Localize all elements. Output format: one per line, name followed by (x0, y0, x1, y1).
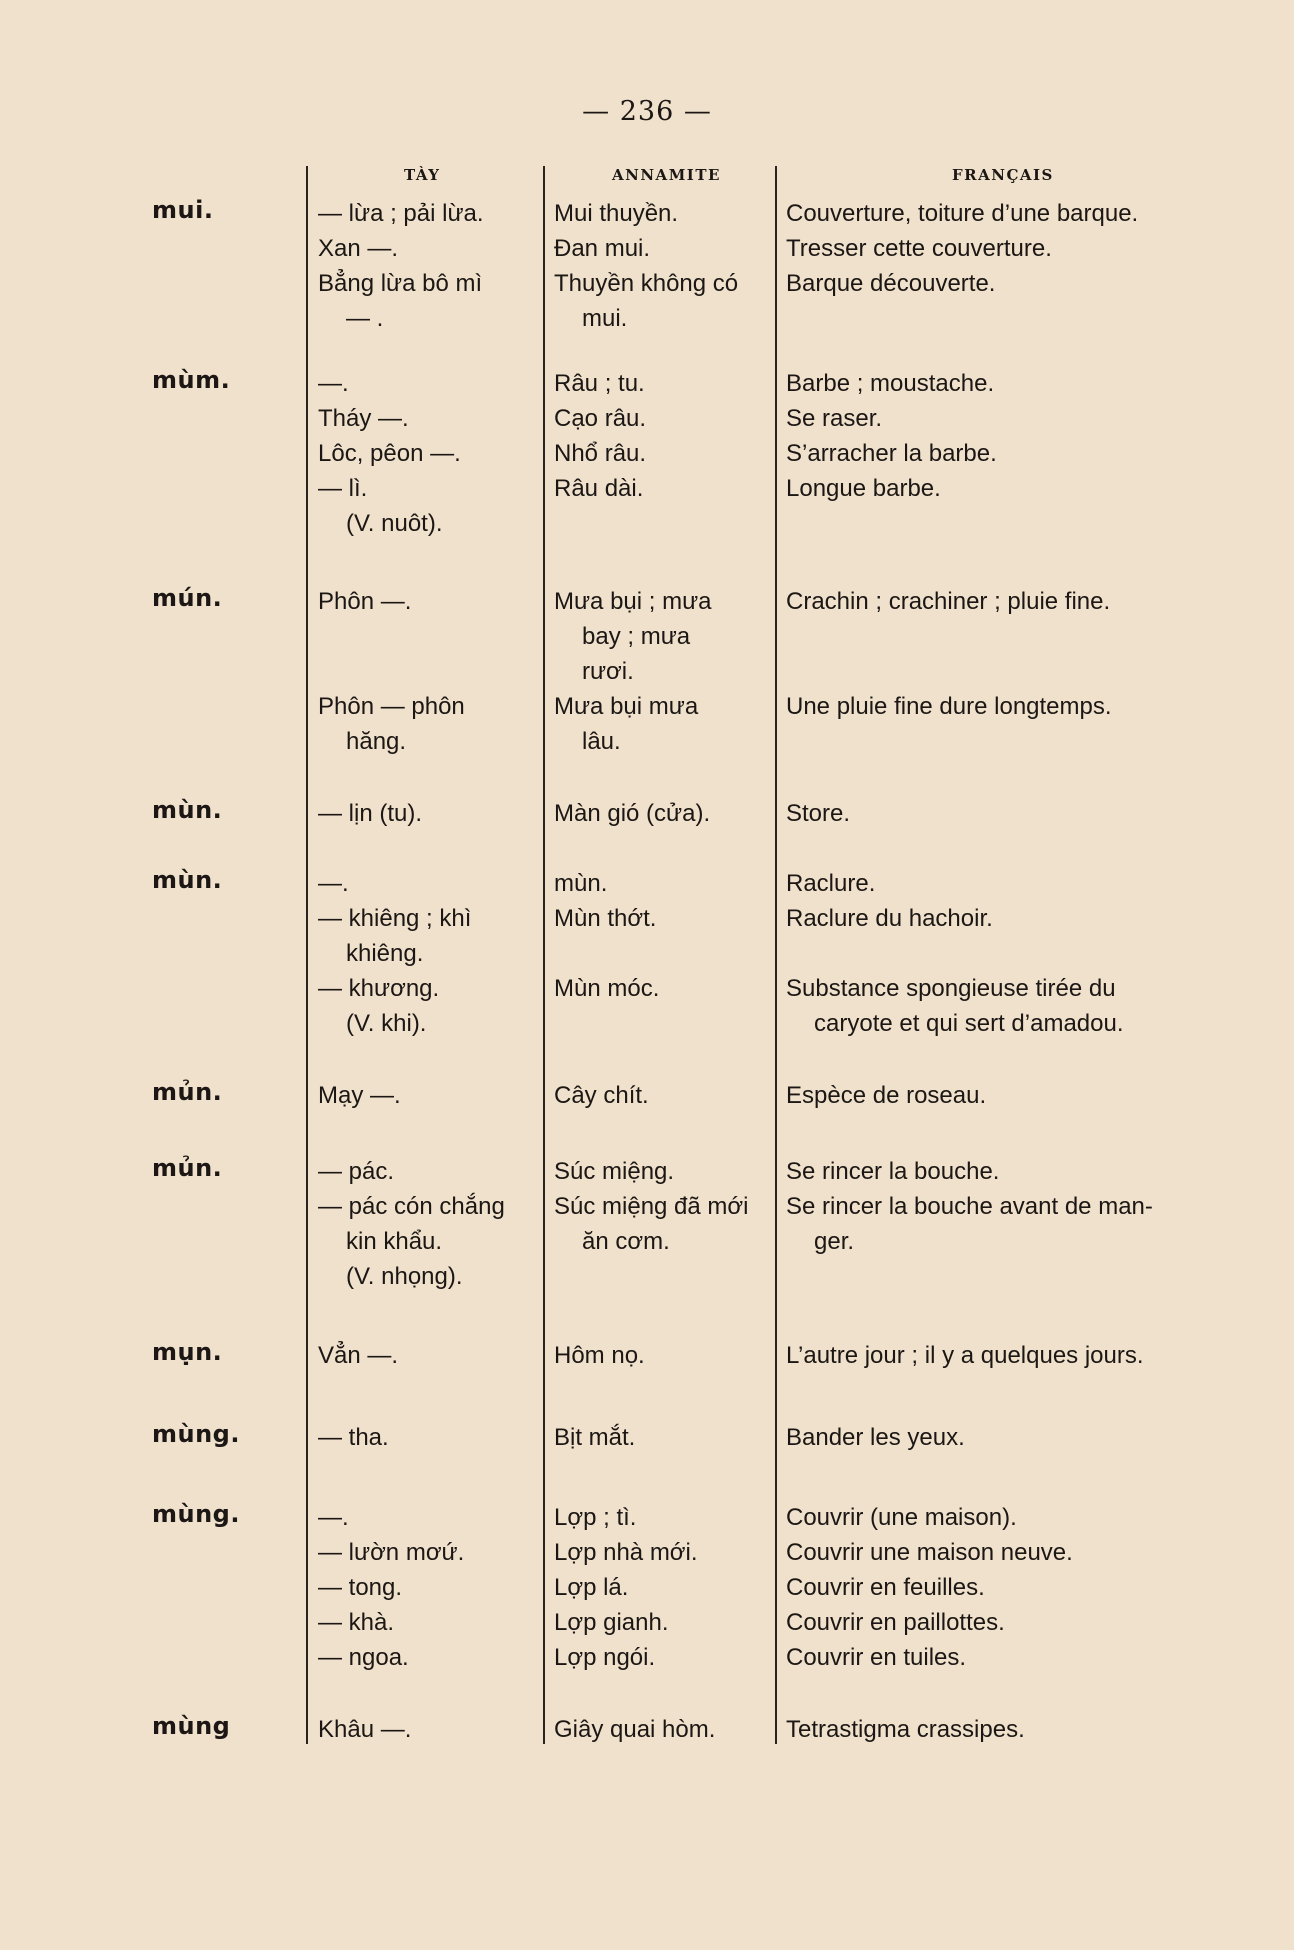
francais-line: Couvrir en paillottes. (786, 1609, 1005, 1636)
tay-line (318, 619, 540, 654)
annamite-line: Lợp nhà mới. (554, 1539, 698, 1566)
francais-line: Couvrir (une maison). (786, 1504, 1017, 1531)
francais-line: Longue barbe. (786, 475, 941, 502)
tay-cell (318, 1712, 540, 1747)
tay-line: — pác. (318, 1158, 395, 1185)
francais-line: Crachin ; crachiner ; pluie fine. (786, 588, 1111, 615)
francais-line: S’arracher la barbe. (786, 440, 997, 467)
francais-line: Tresser cette couverture. (786, 235, 1052, 262)
annamite-line: Giây quai hòm. (554, 1716, 716, 1743)
francais-cell (786, 1154, 1216, 1259)
francais-line: Barbe ; moustache. (786, 370, 995, 397)
tay-line: — lườn mơứ. (318, 1539, 465, 1566)
tay-cell (318, 1078, 540, 1113)
tay-cell (318, 1420, 540, 1455)
column-header-annamite: ANNAMITE (612, 166, 721, 184)
tay-line: (V. nuôt). (346, 510, 443, 537)
tay-cell (318, 796, 540, 831)
annamite-cell (554, 196, 779, 336)
tay-cell (318, 196, 540, 336)
tay-line: — lừa ; pải lừa. (318, 200, 484, 227)
annamite-line: Lợp ; tì. (554, 1504, 637, 1531)
francais-line: caryote et qui sert d’amadou. (814, 1010, 1124, 1037)
annamite-line: mùn. (554, 870, 608, 897)
annamite-line: rươi. (582, 658, 634, 685)
annamite-line: Mưa bụi ; mưa (554, 588, 712, 615)
francais-line: Couvrir en feuilles. (786, 1574, 985, 1601)
tay-line: — khiêng ; khì (318, 905, 472, 932)
francais-line: Couverture, toiture d’une barque. (786, 200, 1139, 227)
francais-line: Se raser. (786, 405, 883, 432)
annamite-line: Cạo râu. (554, 405, 647, 432)
tay-line: kin khẩu. (346, 1228, 443, 1255)
tay-line (318, 654, 540, 689)
francais-cell (786, 796, 1216, 831)
francais-cell (786, 1078, 1216, 1113)
annamite-line: Cây chít. (554, 1082, 649, 1109)
headword: mùn. (152, 866, 223, 894)
tay-line: — pác cón chắng (318, 1193, 505, 1220)
francais-line: Raclure du hachoir. (786, 905, 993, 932)
francais-cell (786, 196, 1216, 301)
francais-cell (786, 366, 1216, 506)
headword: mùng. (152, 1500, 240, 1528)
annamite-line: Mui thuyền. (554, 200, 679, 227)
tay-cell (318, 584, 540, 759)
francais-cell (786, 1712, 1216, 1747)
tay-line: — tha. (318, 1424, 389, 1451)
annamite-line: Mùn thớt. (554, 905, 657, 932)
headword: mùn. (152, 796, 223, 824)
francais-cell (786, 866, 1216, 1041)
tay-line: — tong. (318, 1574, 403, 1601)
tay-line: —. (318, 870, 349, 897)
francais-line: Tetrastigma crassipes. (786, 1716, 1025, 1743)
headword: mùng. (152, 1420, 240, 1448)
annamite-cell (554, 1154, 779, 1259)
annamite-line: Súc miệng đã mới (554, 1193, 749, 1220)
annamite-line: Râu ; tu. (554, 370, 645, 397)
annamite-cell (554, 1712, 779, 1747)
francais-line: Une pluie fine dure longtemps. (786, 693, 1112, 720)
tay-line: — khương. (318, 975, 440, 1002)
francais-line: Se rincer la bouche avant de man- (786, 1193, 1153, 1220)
headword: mùng (152, 1712, 231, 1740)
francais-line: Couvrir une maison neuve. (786, 1539, 1073, 1566)
tay-line: — . (346, 305, 384, 332)
tay-line: Vẳn —. (318, 1342, 399, 1369)
annamite-line: Bịt mắt. (554, 1424, 636, 1451)
annamite-line: mui. (582, 305, 628, 332)
francais-cell (786, 1420, 1216, 1455)
tay-cell (318, 1500, 540, 1675)
tay-cell (318, 1338, 540, 1373)
annamite-line: ăn cơm. (582, 1228, 670, 1255)
tay-line: —. (318, 370, 349, 397)
tay-line: — lì. (318, 475, 368, 502)
annamite-line: Đan mui. (554, 235, 651, 262)
tay-line: — lịn (tu). (318, 800, 423, 827)
tay-line: Lôc, pêon —. (318, 440, 461, 467)
annamite-line: Thuyền không có (554, 270, 739, 297)
annamite-cell (554, 866, 779, 1006)
annamite-line: Màn gió (cửa). (554, 800, 711, 827)
tay-line: Tháy —. (318, 405, 409, 432)
column-header-francais: FRANÇAIS (952, 166, 1054, 184)
annamite-line (554, 936, 779, 971)
annamite-line: Lợp gianh. (554, 1609, 669, 1636)
column-divider-2 (543, 166, 545, 1744)
headword: mụn. (152, 1338, 223, 1366)
annamite-line: Nhổ râu. (554, 440, 647, 467)
tay-line: — khà. (318, 1609, 395, 1636)
column-header-tay: TÀY (404, 166, 441, 184)
headword: mún. (152, 584, 223, 612)
annamite-line: Súc miệng. (554, 1158, 675, 1185)
annamite-line: Mưa bụi mưa (554, 693, 699, 720)
annamite-line: Lợp lá. (554, 1574, 629, 1601)
annamite-cell (554, 584, 779, 759)
annamite-cell (554, 1338, 779, 1373)
tay-line: — ngoa. (318, 1644, 409, 1671)
francais-line: Store. (786, 800, 851, 827)
annamite-line: Mùn móc. (554, 975, 660, 1002)
francais-line (786, 654, 1216, 689)
francais-cell (786, 1338, 1216, 1373)
francais-line: Substance spongieuse tirée du (786, 975, 1116, 1002)
tay-line: Phôn — phôn (318, 693, 465, 720)
francais-line: Bander les yeux. (786, 1424, 965, 1451)
tay-cell (318, 366, 540, 541)
francais-line: Se rincer la bouche. (786, 1158, 1000, 1185)
tay-line: Bẳng lừa bô mì (318, 270, 483, 297)
francais-line (786, 619, 1216, 654)
tay-line: khiêng. (346, 940, 424, 967)
tay-line: —. (318, 1504, 349, 1531)
annamite-cell (554, 796, 779, 831)
francais-line: L’autre jour ; il y a quelques jours. (786, 1342, 1144, 1369)
francais-line (786, 936, 1216, 971)
francais-cell (786, 584, 1216, 724)
francais-line: Raclure. (786, 870, 876, 897)
annamite-line: Hôm nọ. (554, 1342, 645, 1369)
page-number: — 236 — (582, 96, 712, 127)
francais-line: Barque découverte. (786, 270, 996, 297)
tay-line: (V. khi). (346, 1010, 427, 1037)
annamite-cell (554, 1420, 779, 1455)
francais-line: Couvrir en tuiles. (786, 1644, 967, 1671)
tay-line: Phôn —. (318, 588, 412, 615)
francais-line: Espèce de roseau. (786, 1082, 987, 1109)
annamite-cell (554, 1500, 779, 1675)
headword: mùm. (152, 366, 231, 394)
tay-cell (318, 1154, 540, 1294)
annamite-line: lâu. (582, 728, 621, 755)
headword: mui. (152, 196, 214, 224)
headword: mủn. (152, 1078, 223, 1106)
tay-line: Mạy —. (318, 1082, 401, 1109)
column-divider-1 (306, 166, 308, 1744)
annamite-line: Râu dài. (554, 475, 644, 502)
francais-cell (786, 1500, 1216, 1675)
tay-line: Xan —. (318, 235, 399, 262)
headword: mủn. (152, 1154, 223, 1182)
tay-line: hăng. (346, 728, 407, 755)
francais-line: ger. (814, 1228, 855, 1255)
annamite-line: Lợp ngói. (554, 1644, 656, 1671)
tay-line: (V. nhọng). (346, 1263, 463, 1290)
annamite-line: bay ; mưa (582, 623, 691, 650)
tay-line: Khâu —. (318, 1716, 412, 1743)
annamite-cell (554, 1078, 779, 1113)
tay-cell (318, 866, 540, 1041)
annamite-cell (554, 366, 779, 506)
